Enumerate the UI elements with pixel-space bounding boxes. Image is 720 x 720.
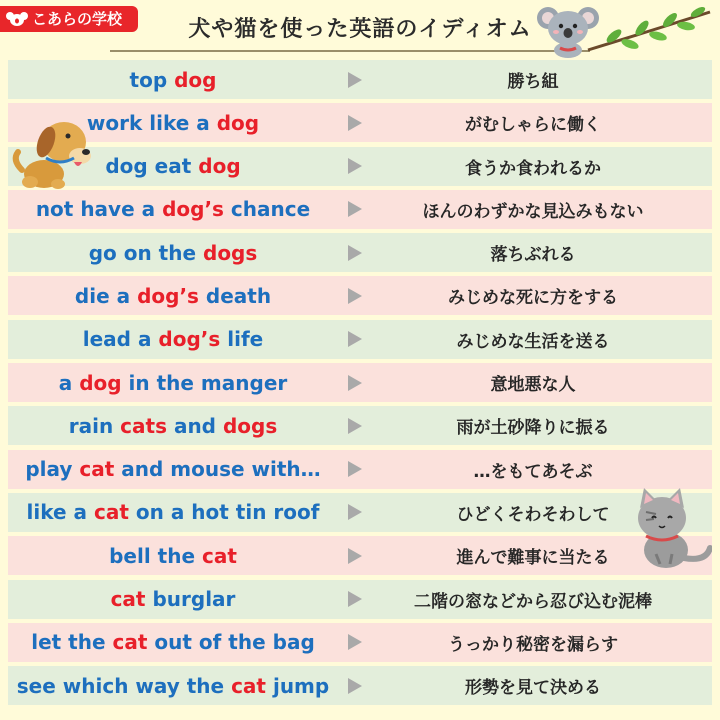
idiom-text: bell the <box>109 543 202 568</box>
idiom-row <box>8 60 712 99</box>
idiom-keyword: cat <box>94 500 129 525</box>
idiom-english <box>8 674 338 698</box>
idiom-row <box>8 493 712 532</box>
idiom-text: on a hot tin roof <box>128 500 320 525</box>
idiom-keyword: dog <box>79 370 122 395</box>
idiom-row <box>8 580 712 619</box>
idiom-row <box>8 666 712 705</box>
idiom-english <box>8 197 338 221</box>
idiom-text: like a <box>26 500 94 525</box>
triangle-arrow-icon <box>348 115 362 131</box>
triangle-arrow-icon <box>348 461 362 477</box>
idiom-english <box>8 630 338 654</box>
site-badge <box>0 6 138 32</box>
triangle-arrow-icon <box>348 634 362 650</box>
idiom-english <box>8 414 338 438</box>
idiom-keyword: cat <box>79 457 115 482</box>
idiom-row <box>8 623 712 662</box>
triangle-arrow-icon <box>348 418 362 434</box>
triangle-arrow-icon <box>348 591 362 607</box>
idiom-text: lead a <box>82 327 159 352</box>
triangle-arrow-icon <box>348 201 362 217</box>
idiom-row <box>8 450 712 489</box>
idiom-meaning: 勝ち組 <box>507 72 559 92</box>
idiom-keyword: dog <box>174 67 217 92</box>
idiom-english <box>8 68 338 92</box>
koala-face-icon <box>6 11 28 27</box>
triangle-arrow-icon <box>348 375 362 391</box>
dog-illustration <box>8 112 98 190</box>
triangle-arrow-icon <box>348 288 362 304</box>
idiom-text: rain <box>68 413 121 438</box>
idiom-text: die a <box>74 283 138 308</box>
triangle-arrow-icon <box>348 158 362 174</box>
title-underline <box>110 50 590 52</box>
idiom-text: eat <box>147 154 199 179</box>
idiom-text: burglar <box>145 587 236 612</box>
idiom-meaning: …をもてあそぶ <box>473 461 593 482</box>
idiom-english <box>8 327 338 351</box>
idiom-english <box>8 371 338 395</box>
idiom-meaning: みじめな死に方をする <box>448 288 618 309</box>
leaf-branch-icon <box>584 6 714 54</box>
idiom-row <box>8 406 712 445</box>
triangle-arrow-icon <box>348 678 362 694</box>
idiom-keyword: dog <box>216 110 260 135</box>
idiom-text: out of the bag <box>147 630 315 655</box>
idiom-text: work like a <box>86 110 217 135</box>
idiom-meaning: 形勢を見て決める <box>465 678 601 699</box>
idiom-row <box>8 363 712 402</box>
idiom-text: death <box>198 283 272 308</box>
idiom-list <box>8 60 712 709</box>
idiom-keyword: cats <box>120 413 167 438</box>
idiom-text: and mouse with… <box>114 457 321 482</box>
triangle-arrow-icon <box>348 72 362 88</box>
idiom-keyword: cat <box>112 630 148 655</box>
triangle-arrow-icon <box>348 331 362 347</box>
idiom-text: life <box>220 327 264 352</box>
idiom-row <box>8 147 712 186</box>
triangle-arrow-icon <box>348 504 362 520</box>
idiom-text: chance <box>223 197 311 222</box>
idiom-keyword: dogs <box>203 240 258 265</box>
idiom-meaning: 意地悪な人 <box>490 375 576 396</box>
site-badge-label: こあらの学校 <box>32 10 123 28</box>
idiom-row <box>8 190 712 229</box>
idiom-text: see which way the <box>16 673 232 698</box>
idiom-text: let the <box>31 630 113 655</box>
idiom-row <box>8 536 712 575</box>
triangle-arrow-icon <box>348 548 362 564</box>
idiom-text: not have a <box>35 197 163 222</box>
idiom-keyword: dogs <box>222 413 278 438</box>
idiom-text: and <box>166 413 223 438</box>
idiom-keyword: dog’s <box>158 327 221 352</box>
idiom-keyword: cat <box>231 673 266 698</box>
idiom-meaning: ひどくそわそわして <box>456 504 610 525</box>
idiom-english <box>8 284 338 308</box>
idiom-meaning: ほんのわずかな見込みもない <box>422 201 644 222</box>
idiom-meaning: 食うか食われるか <box>465 158 601 179</box>
idiom-meaning: うっかり秘密を漏らす <box>448 634 618 655</box>
idiom-text: dog <box>105 154 148 179</box>
idiom-keyword: cat <box>201 543 237 568</box>
idiom-row <box>8 233 712 272</box>
idiom-meaning: 二階の窓などから忍び込む泥棒 <box>414 591 652 612</box>
idiom-english <box>8 587 338 611</box>
idiom-keyword: dog <box>198 154 241 179</box>
idiom-text: top <box>129 67 175 92</box>
idiom-meaning: 落ちぶれる <box>490 245 576 266</box>
idiom-text: go on the <box>88 240 203 265</box>
idiom-keyword: dog’s <box>162 197 224 222</box>
idiom-english <box>8 241 338 265</box>
idiom-text: in the manger <box>121 370 288 395</box>
idiom-text: play <box>25 457 80 482</box>
idiom-row <box>8 276 712 315</box>
idiom-row <box>8 103 712 142</box>
idiom-meaning: 雨が土砂降りに振る <box>456 418 610 439</box>
idiom-meaning: 進んで難事に当たる <box>456 548 610 569</box>
idiom-text: a <box>58 370 80 395</box>
idiom-english <box>8 544 338 568</box>
page-title: 犬や猫を使った英語のイディオム <box>188 17 532 42</box>
triangle-arrow-icon <box>348 245 362 261</box>
idiom-text: jump <box>266 673 330 698</box>
idiom-english <box>8 500 338 524</box>
idiom-row <box>8 320 712 359</box>
cat-illustration <box>626 484 712 570</box>
idiom-meaning: がむしゃらに働く <box>465 115 601 136</box>
idiom-keyword: cat <box>110 587 146 612</box>
idiom-keyword: dog’s <box>137 283 199 308</box>
idiom-meaning: みじめな生活を送る <box>456 331 610 352</box>
idiom-english <box>8 457 338 481</box>
